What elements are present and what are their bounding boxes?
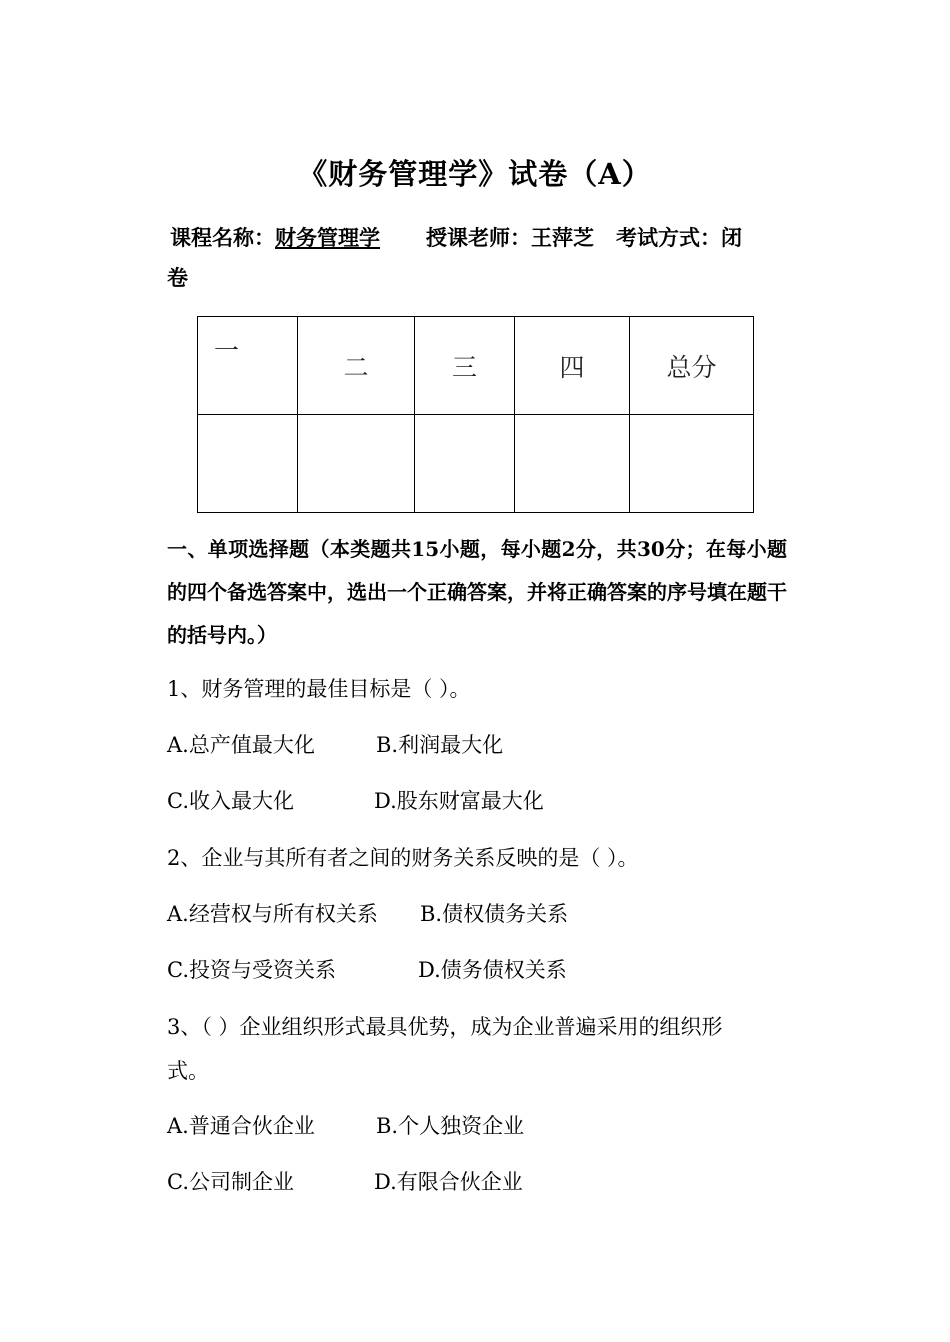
question-3-options-row1 bbox=[167, 1110, 524, 1140]
question-3-stem-continued: 式。 bbox=[167, 1059, 209, 1083]
score-cell-4 bbox=[515, 415, 630, 513]
score-header-3: 三 bbox=[415, 317, 515, 415]
question-1-stem: 1、财务管理的最佳目标是（ ）。 bbox=[167, 677, 471, 701]
score-cell-total bbox=[630, 415, 754, 513]
question-3-option-a: A.普通合伙企业 bbox=[167, 1114, 315, 1138]
question-1-option-b: B.利润最大化 bbox=[376, 733, 504, 757]
score-table-header-row bbox=[198, 317, 754, 415]
question-3-option-d: D.有限合伙企业 bbox=[374, 1170, 523, 1194]
section-heading: 一、单项选择题（本类题共15小题，每小题2分，共30分；在每小题的四个备选答案中，选出一个正确答案，并将正确答案的序号填在题干的括号内。） bbox=[167, 537, 787, 647]
question-1-option-d: D.股东财富最大化 bbox=[374, 789, 544, 813]
exam-title: 《财务管理学》试卷（A） bbox=[298, 157, 652, 191]
question-2-option-a: A.经营权与所有权关系 bbox=[167, 902, 378, 926]
question-2-options-row1 bbox=[167, 898, 568, 928]
question-1-option-a: A.总产值最大化 bbox=[167, 733, 315, 757]
score-header-2: 二 bbox=[298, 317, 415, 415]
course-label: 课程名称： bbox=[170, 225, 275, 250]
question-3-option-b: B.个人独资企业 bbox=[376, 1114, 525, 1138]
exam-mode: 考试方式：闭 bbox=[616, 225, 742, 250]
exam-mode-continued: 卷 bbox=[167, 265, 188, 290]
course-name: 财务管理学 bbox=[275, 225, 380, 250]
score-cell-3 bbox=[415, 415, 515, 513]
question-2-option-d: D.债务债权关系 bbox=[418, 958, 567, 982]
score-header-total: 总分 bbox=[630, 317, 754, 415]
score-cell-1 bbox=[198, 415, 298, 513]
question-3-options-row2 bbox=[167, 1166, 523, 1196]
score-table bbox=[197, 316, 754, 513]
question-1-option-c: C.收入最大化 bbox=[167, 789, 294, 813]
score-table-entry-row bbox=[198, 415, 754, 513]
question-2-option-c: C.投资与受资关系 bbox=[167, 958, 336, 982]
teacher-info: 授课老师：王萍芝 bbox=[426, 225, 594, 250]
question-2-option-b: B.债权债务关系 bbox=[420, 902, 569, 926]
question-2-options-row2 bbox=[167, 954, 567, 984]
question-3-stem: 3、（ ）企业组织形式最具优势，成为企业普遍采用的组织形 bbox=[167, 1015, 723, 1039]
exam-info-line bbox=[170, 222, 790, 252]
score-cell-2 bbox=[298, 415, 415, 513]
question-1-options-row1 bbox=[167, 729, 503, 759]
question-1-options-row2 bbox=[167, 785, 544, 815]
score-header-4: 四 bbox=[515, 317, 630, 415]
question-2-stem: 2、企业与其所有者之间的财务关系反映的是（ ）。 bbox=[167, 846, 639, 870]
question-3-option-c: C.公司制企业 bbox=[167, 1170, 294, 1194]
score-header-1: 一 bbox=[198, 317, 298, 415]
